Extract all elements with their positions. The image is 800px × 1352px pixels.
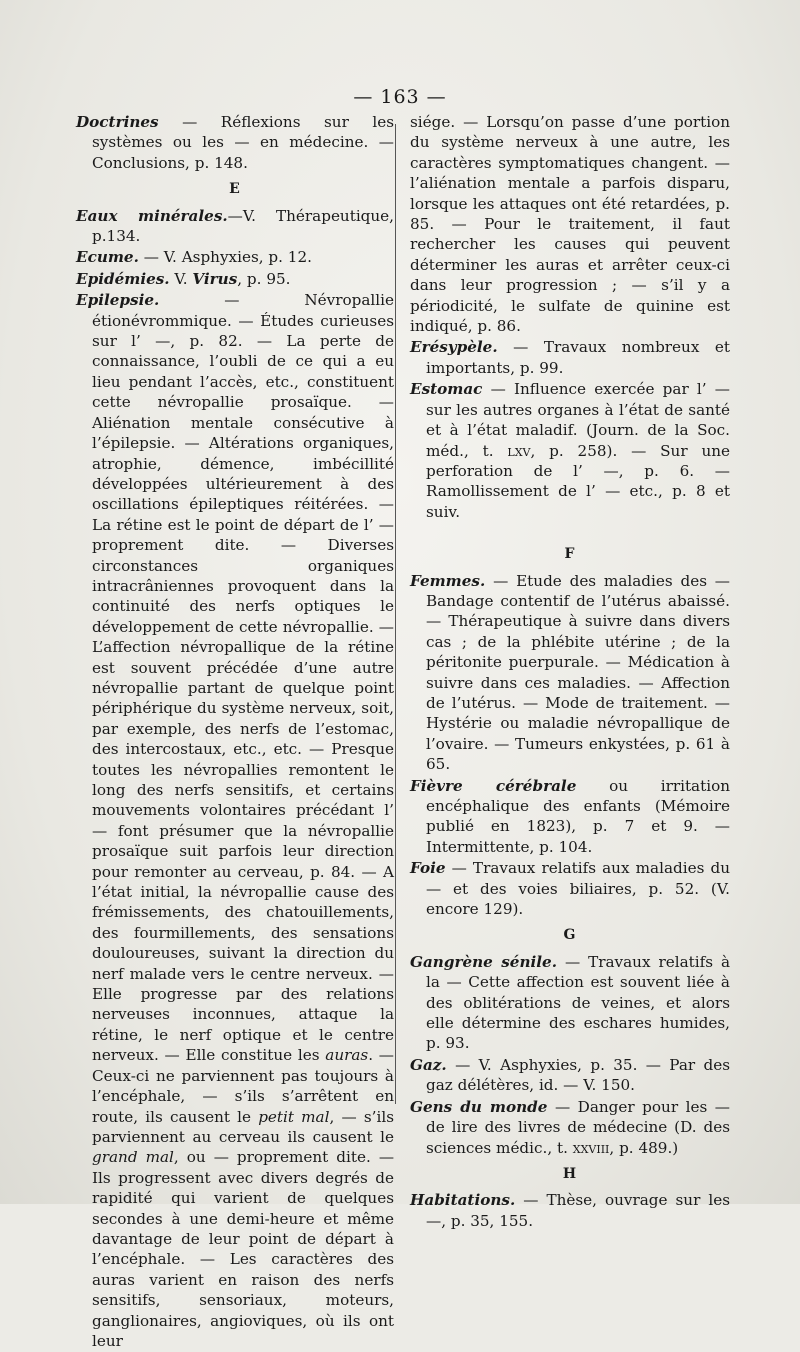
entry-text: . — Ceux-ci ne parviennent pas toujours à l’encéphale, — s’ils s’arrêtent en route, ils causent le [92, 1046, 394, 1126]
entry-term: Fièvre cérébrale [410, 776, 577, 795]
entry-text: — Travaux relatifs à la — Cette affection est souvent liée à des oblitérations de veines, et alors elle détermine des eschares humides, p. 93. [426, 952, 731, 1053]
entry-ecume [76, 247, 394, 267]
section-letter-e: E [229, 181, 241, 198]
entry-italic: grand mal [92, 1148, 174, 1167]
right-column [410, 112, 730, 1232]
entry-estomac [410, 379, 730, 522]
entry-text: V. [169, 269, 193, 288]
entry-text: — V. Asphyxies, p. 12. [138, 248, 312, 267]
entry-tome: lxv [507, 441, 531, 460]
entry-epilepsie-continued: siége. — Lorsqu’on passe d’une portion du système nerveux à une autre, les caractères symptomatiques changent. — l’aliénation mentale a parfois disparu, lorsque les attaques ont été retardées, p. 85. — Pour le traitement, il faut rechercher les causes qui peuvent déterminer les auras et arrêter ceux-ci dans leur progression ; — s’il y a périodicité, le sulfate de quinine est indiqué, p. 86. [410, 113, 730, 336]
entry-gaz [410, 1055, 730, 1096]
entry-doctrines [76, 112, 394, 173]
entry-term: Gangrène sénile. [410, 952, 557, 971]
entry-text: , p. 489.) [609, 1138, 679, 1157]
entry-erysipele [410, 337, 730, 378]
entry-term: Foie [410, 859, 446, 878]
column-divider [395, 124, 396, 1104]
entry-femmes [410, 571, 730, 775]
entry-term: Gaz. [410, 1055, 447, 1074]
entry-text: , p. 95. [237, 269, 291, 288]
entry-text: — Réflexions sur les systèmes ou les — en médecine. — Conclusions, p. 148. [92, 113, 394, 172]
entry-text: — Travaux relatifs aux maladies du — et des voies biliaires, p. 52. (V. encore 129). [426, 859, 730, 919]
entry-term: Ecume. [76, 248, 139, 267]
section-letter-g: G [563, 927, 577, 944]
entry-term: Habitations. [410, 1191, 516, 1210]
entry-text: —V. Thérapeutique, p.134. [92, 206, 394, 246]
entry-term: Estomac [410, 380, 483, 399]
entry-text: , — s’ils parviennent au cerveau ils causent le [92, 1107, 394, 1146]
entry-text: — Thèse, ouvrage sur les —, p. 35, 155. [426, 1191, 730, 1230]
entry-term: Eaux minérales. [76, 206, 228, 225]
entry-fievre-cerebrale [410, 776, 730, 858]
entry-epilepsie [76, 290, 394, 1351]
section-letter-f: F [564, 546, 576, 563]
entry-text: — Travaux nombreux et importants, p. 99. [426, 338, 730, 377]
entry-gens-du-monde [410, 1097, 730, 1158]
entry-text: — Névropallie étionévrommique. — Études curieuses sur l’ —, p. 82. — La perte de connaissance, l’oubli de ce qui a eu lieu pendant l’accès, etc., constituent cette névropallie prosaïque. — Aliénation mentale consécutive à l’épilepsie. — Altérations organiques, atrophie, démence, imbécillité développées ultérieurement à des oscillations épileptiques réitérées. — La rétine est le point de départ de l’ — proprement dite. — Diverses circonstances organiques intracrâniennes provoquent dans la continuité des nerfs optiques le développement de cette névropallie. — L’affection névropallique de la rétine est souvent précédée d’une autre névropallie partant de quelque point périphérique du système nerveux, soit, par exemple, des nerfs de l’estomac, des intercostaux, etc., etc. — Presque toutes les névropallies remontent le long des nerfs sensitifs, et certains mouvements volontaires précédant l’ — font présumer que la névropallie prosaïque suit parfois leur direction pour remonter au cerveau, p. 84. — A l’état initial, la névropallie cause des frémissements, des chatouillements, des fourmillements, des sensations douloureuses, suivant la direction du nerf malade vers le centre nerveux. — Elle progresse par des relations nerveuses inconnues, attaque la rétine, le nerf optique et le centre nerveux. — Elle constitue les [92, 291, 394, 1065]
entry-foie [410, 858, 730, 919]
entry-italic: petit mal [258, 1107, 330, 1126]
entry-text: , p. 258). — Sur une perforation de l’ —, p. 6. — Ramollissement de l’ — etc., p. 8 et suiv. [426, 441, 730, 521]
entry-text: — Influence exercée par l’ — sur les autres organes à l’état de santé et à l’état maladif. (Journ. de la Soc. méd., t. [426, 380, 730, 460]
entry-term: Erésypèle. [410, 338, 498, 357]
page-number: — 163 — [353, 86, 447, 108]
entry-term: Femmes. [410, 571, 486, 590]
entry-text: — Etude des maladies des — Bandage contentif de l’utérus abaissé. — Thérapeutique à suivre dans divers cas ; de la phlébite utérine ; de la péritonite puerpurale. — Médication à suivre dans ces maladies. — Affection de l’utérus. — Mode de traitement. — Hystérie ou maladie névropallique de l’ovaire. — Tumeurs enkystées, p. 61 à 65. [426, 571, 730, 774]
entry-eaux-minerales [76, 206, 394, 247]
entry-epidemies [76, 269, 394, 289]
entry-term: Epidémies. [76, 269, 170, 288]
entry-term: Gens du monde [410, 1097, 548, 1116]
entry-term: Doctrines [76, 113, 159, 131]
entry-term: Epilepsie. [76, 291, 160, 310]
entry-text: — Danger pour les — de lire des livres de médecine (D. des sciences médic., t. [426, 1097, 730, 1157]
section-letter-h: H [562, 1165, 578, 1182]
entry-habitations [410, 1190, 730, 1231]
entry-text: , ou — proprement dite. — Ils progressent avec divers degrés de rapidité qui varient de quelques secondes à une demi-heure et même davantage de leur point de départ à l’encéphale. — Les caractères des auras varient en raison des nerfs sensitifs, sensoriaux, moteurs, ganglionaires, angioviques, où ils ont leur [92, 1148, 395, 1350]
entry-reference: Virus [192, 269, 238, 288]
entry-italic: auras [325, 1046, 369, 1065]
entry-text: — V. Asphyxies, p. 35. — Par des gaz délétères, id. — V. 150. [426, 1055, 730, 1095]
left-column [76, 112, 394, 1352]
entry-tome: xxviii [572, 1138, 610, 1157]
entry-gangrene-senile [410, 952, 730, 1054]
entry-text: ou irritation encéphalique des enfants (Mémoire publié en 1823), p. 7 et 9. — Intermittente, p. 104. [426, 776, 730, 856]
